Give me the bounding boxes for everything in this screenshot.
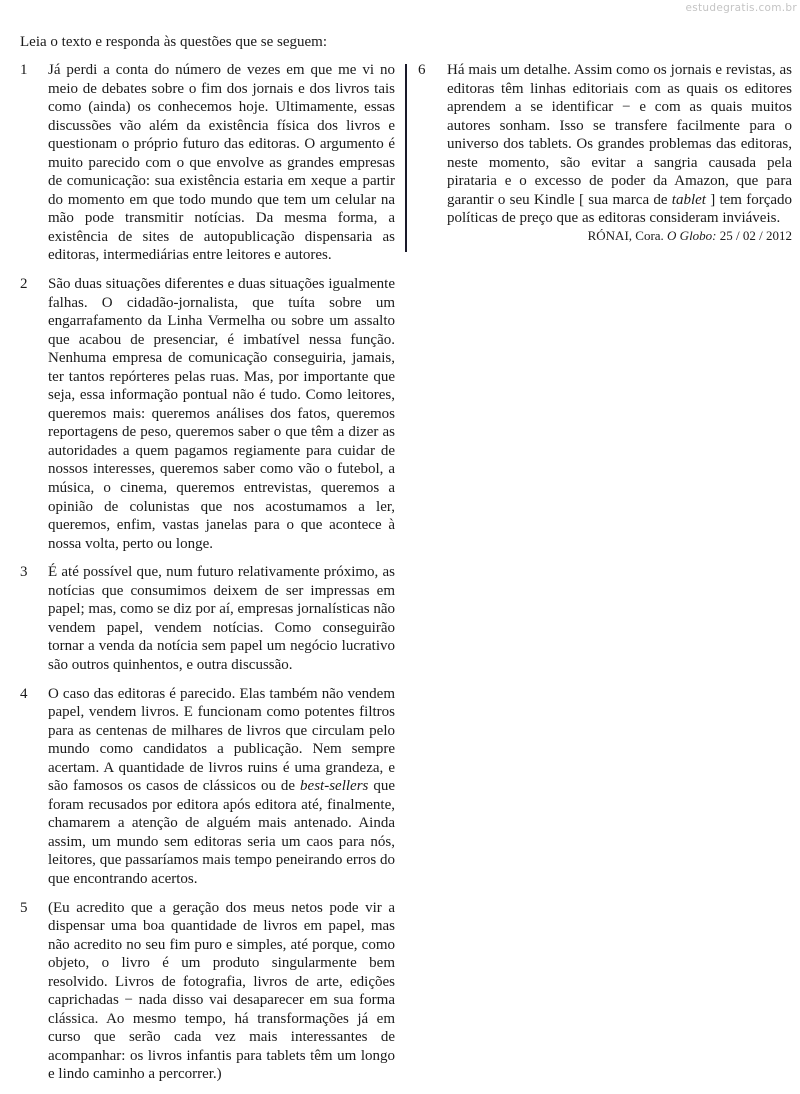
paragraph-text	[48, 275, 395, 553]
text-segment: Há mais um detalhe. Assim como os jornais e revistas, as editoras têm linhas editoriais com as quais os editores aprendem a se identificar − e com as quais muitos autores sonham. Isso se transfere facilmente para o universo dos tablets. Os grandes problemas das editoras, neste momento, são evitar a sangria causada pela pirataria e o excesso de poder da Amazon, que para garantir o seu Kindle [ sua marca de	[447, 62, 792, 208]
paragraph-number: 1	[20, 62, 28, 78]
paragraph-text	[48, 563, 395, 674]
paragraph-2	[20, 275, 395, 553]
paragraph-number: 2	[20, 276, 28, 293]
text-segment: (Eu acredito que a geração dos meus netos pode vir a dispensar uma boa quantidade de livros em papel, mas não acredito no seu fim puro e simples, até porque, como objeto, o livro é um produto singularmente bem resolvido. Livros de fotografia, livros de arte, edições caprichadas − nada disso vai desaparecer em sua forma clássica. Ao mesmo tempo, há transformações já em curso que serão cada vez mais interessantes de acompanhar: os livros infantis para tablets têm um longo e lindo caminho a percorrer.)	[48, 899, 395, 1083]
text-segment: Já perdi a conta do número de vezes em que me vi no meio de debates sobre o fim dos jornais e dos livros tais como (ainda) os conhecemos hoje. Ultimamente, essas discussões vão além da existência física dos livros e questionam o próprio futuro das editoras. O argumento é muito parecido com o que envolve as grandes empresas de comunicação: sua existência estaria em xeque a partir do momento em que todo mundo que tem um celular na mão pode transmitir notícias. Da mesma forma, a existência de sites de autopublicação dispensaria as editoras, intermediárias entre leitores e autores.	[48, 62, 395, 264]
left-column	[20, 61, 395, 1094]
italic-term: tablet	[671, 191, 706, 208]
paragraph-1	[20, 61, 395, 265]
instructions: Leia o texto e responda às questões que se seguem:	[20, 34, 327, 50]
source-date: 25 / 02 / 2012	[719, 227, 792, 243]
text-segment: ] tem forçado políticas de preço que as editoras consideram inviáveis.	[447, 191, 793, 227]
paragraph-3	[20, 563, 395, 674]
text-segment: que foram recusados por editora após editora até, finalmente, chamarem a atenção de alguém mais antenado. Ainda assim, um mundo sem editoras seria um caos para nós, leitores, que passaríamos mais tempo peneirando erros do que encontrando acertos.	[48, 778, 395, 887]
paragraph-6	[418, 61, 792, 228]
source-publication: O Globo:	[667, 227, 717, 243]
paragraph-5	[20, 899, 395, 1084]
paragraph-number: 4	[20, 685, 28, 702]
paragraph-number: 3	[20, 564, 28, 581]
paragraph-text	[48, 899, 395, 1084]
italic-term: best-sellers	[300, 778, 369, 795]
paragraph-text	[48, 685, 395, 889]
right-column	[418, 61, 792, 245]
text-segment: O caso das editoras é parecido. Elas também não vendem papel, vendem livros. E funcionam como potentes filtros para as centenas de milhares de livros que circulam pelo mundo como candidatos a publicação. Nem sempre acertam. A quantidade de livros ruins é uma grandeza, e são famosos os casos de clássicos ou de	[48, 685, 395, 795]
text-segment: É até possível que, num futuro relativamente próximo, as notícias que consumimos deixem de ser impressas em papel; mas, como se diz por aí, empresas jornalísticas não vendem papel, vendem notícias. Como conseguirão tornar a venda da notícia sem papel um negócio lucrativo são outros quinhentos, e outra discussão.	[48, 564, 395, 673]
paragraph-text	[48, 61, 395, 265]
source-author: RÓNAI, Cora.	[587, 227, 664, 243]
source-citation	[418, 227, 792, 245]
watermark: estudegratis.com.br	[685, 2, 797, 14]
text-segment: São duas situações diferentes e duas situações igualmente falhas. O cidadão-jornalista, que tuíta sobre um engarrafamento da Linha Vermelha ou sobre um assalto que acabou de presenciar, é imbatível nessa função. Nenhuma empresa de comunicação conseguiria, jamais, ter tantos repórteres pelas ruas. Mas, por importante que seja, essa informação pontual não é tudo. Como leitores, queremos mais: queremos análises dos fatos, queremos reportagens de peso, queremos saber o que têm a dizer as autoridades a quem pagamos regiamente para cuidar de nossos interesses, queremos saber como vão o futebol, a música, o cinema, queremos entrevistas, queremos a opinião de colunistas que nos acostumamos a ler, queremos, enfim, vastas janelas para o que acontece à nossa volta, perto ou longe.	[48, 276, 395, 552]
paragraph-number: 5	[20, 899, 28, 916]
paragraph-4	[20, 685, 395, 889]
paragraph-number: 6	[418, 62, 426, 78]
paragraph-text	[447, 61, 792, 228]
column-divider	[405, 64, 407, 252]
